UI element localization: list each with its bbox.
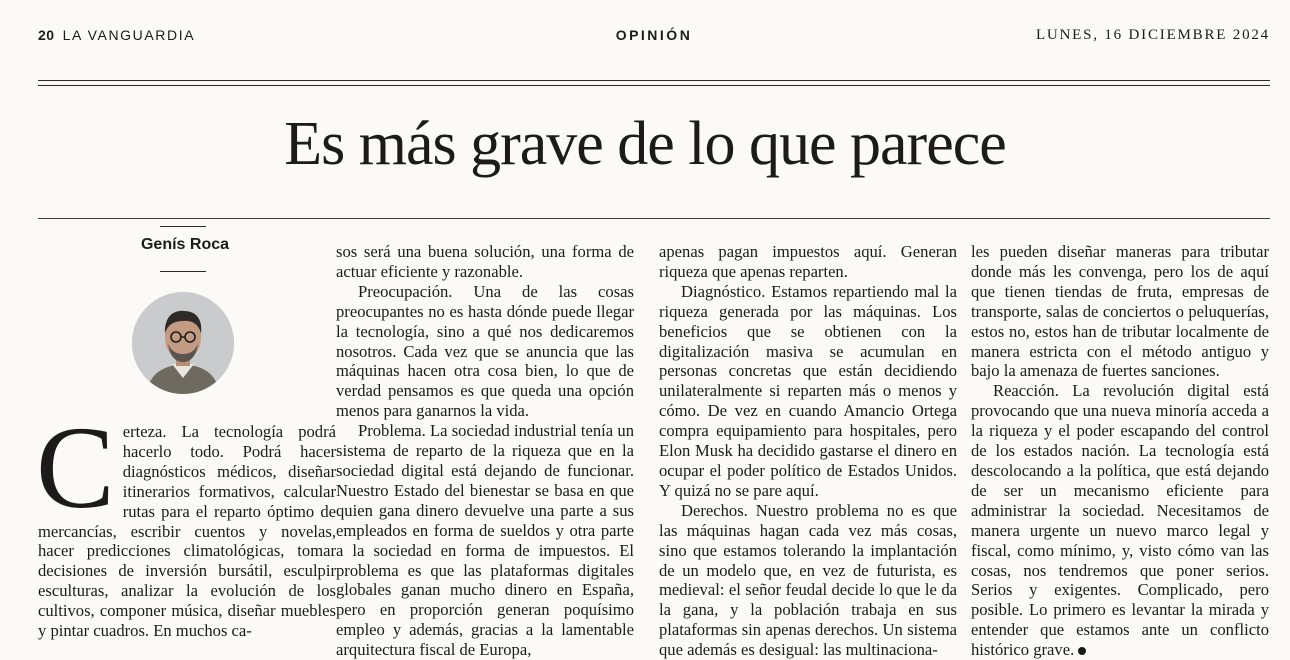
paragraph-continuation-2: apenas pagan impuestos aquí. Generan riqueza que apenas reparten. [659,242,957,281]
page-number: 20 [38,27,55,43]
paragraph-continuation-1: sos será una buena solución, una forma de actuar eficiente y razonable. [336,242,634,281]
byline-rule-bottom [160,271,206,272]
paragraph-preocupacion: Preocupación. Una de las cosas preocupantes no es hasta dónde puede llegar la tecnología, sino a qué nos dedicaremos nosotros. Cada vez que se anuncia que las máquinas hacen otra cosa bien, lo que de verdad pensamos es que queda una opción menos para ganarnos la vida. [336,281,634,421]
headline-rule [38,218,1270,219]
paragraph-certeza: erteza. La tecnología podrá hacerlo todo. Podrá hacer diagnósticos médicos, diseñar itinerarios formativos, calcular rutas para el reparto óptimo de mercancías, escribir cuentos y novelas, hacer predicciones climatológicas, tomar decisiones de inversión bursátil, esculpir esculturas, analizar la evolución de los cultivos, componer música, diseñar muebles y pintar cuadros. En muchos ca- [38,422,336,641]
paragraph-problema: Problema. La sociedad industrial tenía un sistema de reparto de la riqueza que en la sociedad digital está dejando de funcionar. Nuestro Estado del bienestar se basa en que quien gana dinero devuelve una parte a sus empleados en forma de sueldos y otra parte a la sociedad en forma de impuestos. El problema es que las plataformas digitales globales ganan mucho dinero en España, pero en proporción generan poquísimo empleo y además, gracias a la lamentable arquitectura fiscal de Europa, [336,421,634,660]
header-rule-bottom [38,85,1270,86]
headline: Es más grave de lo que parece [284,110,1006,178]
article-column-2 [336,242,634,660]
publication-name: LA VANGUARDIA [62,27,196,43]
paragraph-reaccion [971,381,1269,660]
article-column-1 [36,402,336,641]
section-name: OPINIÓN [615,27,693,43]
end-mark-icon [1078,647,1086,655]
author-name: Genís Roca [140,236,230,253]
drop-cap: C [36,402,115,533]
issue-date: LUNES, 16 DICIEMBRE 2024 [1035,27,1270,43]
paragraph-diagnostico: Diagnóstico. Estamos repartiendo mal la riqueza generada por las máquinas. Los beneficios que se obtienen con la digitalización masiva se acumulan en personas concretas que están decidiendo unilateralmente si reparten más o menos y cómo. De vez en cuando Amancio Ortega compra equipamiento para hospitales, pero Elon Musk ha decidido gastarse el dinero en ocupar el poder político de Estados Unidos. Y quizá no se pare aquí. [659,281,957,500]
paragraph-derechos: Derechos. Nuestro problema no es que las máquinas hagan cada vez más cosas, sino que estamos tolerando la implantación de un modelo que, en vez de futurista, es medieval: el señor feudal decide lo que le da la gana, y la población trabaja en sus plataformas sin apenas derechos. Un sistema que además es desigual: las multinaciona- [659,500,957,660]
article-column-4 [971,242,1269,660]
article-column-3 [659,242,957,660]
paragraph-continuation-3: les pueden diseñar maneras para tributar donde más les convenga, pero los de aquí que tienen tiendas de fruta, empresas de transporte, salas de conciertos o peluquerías, estos no, estos han de tributar localmente de manera estricta con el método antiguo y bajo la amenaza de fuertes sanciones. [971,242,1269,381]
paragraph-reaccion-text: Reacción. La revolución digital está provocando que una nueva minoría acceda a la riqueza y el poder escapando del control de los estados nación. La tecnología está descolocando a la política, que está dejando de ser un mecanismo eficiente para administrar la sociedad. Necesitamos de manera urgente un nuevo marco legal y fiscal, como mínimo, y, visto cómo van las cosas, nos tendremos que poner serios. Serios y exigentes. Complicado, pero posible. Lo primero es levantar la mirada y entender que estamos ante un conflicto histórico grave. [971,381,1269,660]
header-rule-top [38,80,1270,81]
author-photo [132,292,234,394]
author-portrait-icon [132,292,234,394]
byline-rule-top [160,226,206,227]
page-header [38,27,1270,47]
